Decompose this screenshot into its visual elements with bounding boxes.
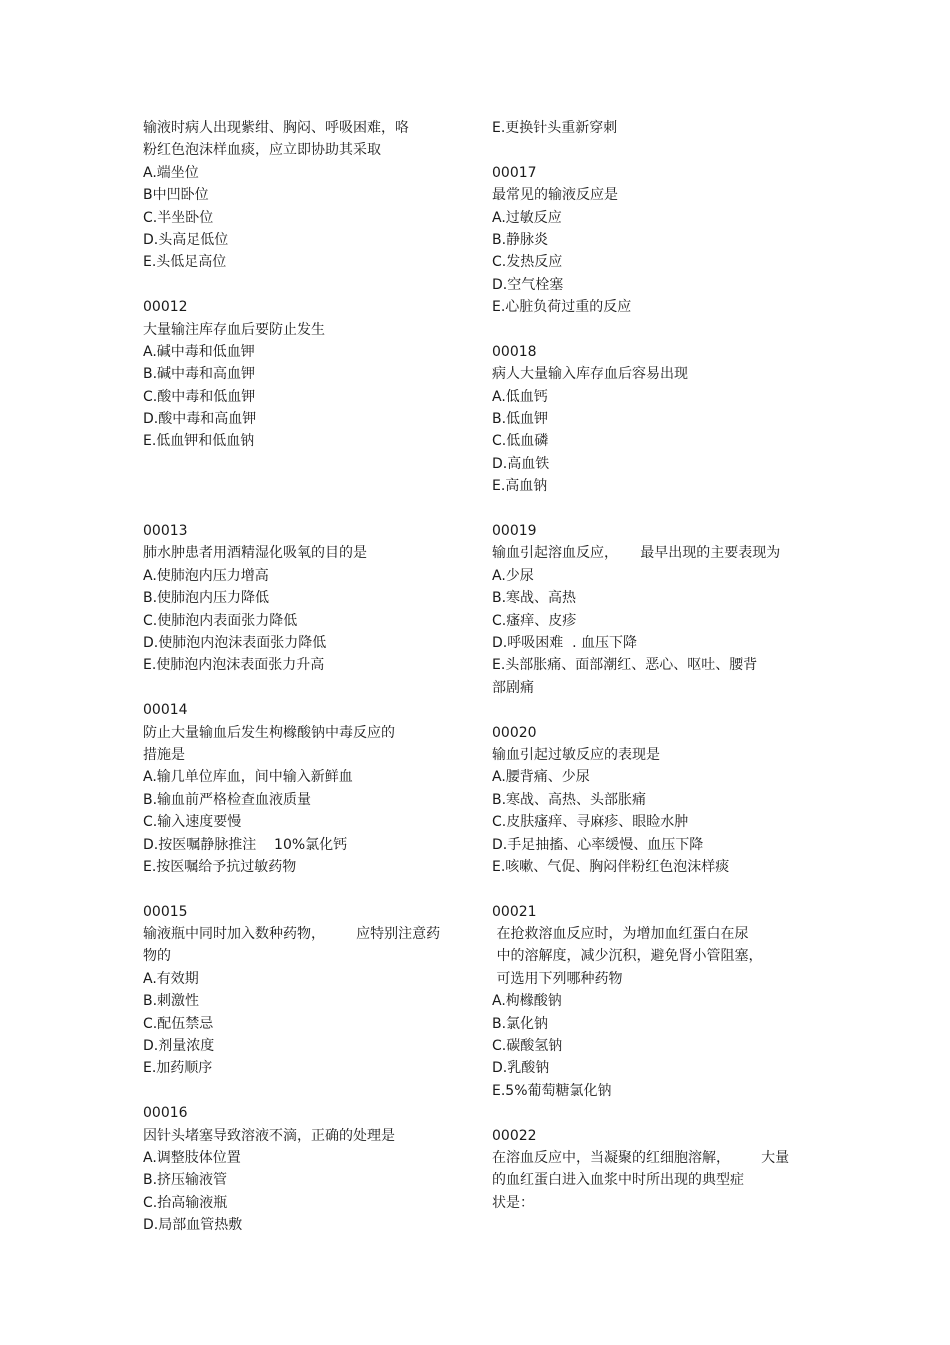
question-block: [492, 341, 812, 498]
answer-option: E.使肺泡内泡沫表面张力升高: [143, 657, 325, 674]
answer-option: B.使肺泡内压力降低: [143, 590, 270, 607]
question-block: [143, 901, 463, 1080]
answer-option: E.5%葡萄糖氯化钠: [492, 1082, 612, 1099]
spacer: [143, 453, 463, 475]
question-text: 输血引起过敏反应的表现是: [492, 746, 660, 763]
spacer: [143, 475, 463, 497]
answer-option: B.寒战、高热: [492, 590, 577, 607]
question-number: 00014: [143, 702, 188, 719]
question-text: 输液瓶中同时加入数种药物， 应特别注意药: [143, 926, 441, 943]
answer-option: D.手足抽搐、心率缓慢、血压下降: [492, 836, 704, 853]
answer-option: C.发热反应: [492, 254, 563, 271]
answer-option: A.使肺泡内压力增高: [143, 567, 269, 584]
question-number: 00019: [492, 523, 537, 540]
spacer: [492, 699, 812, 721]
answer-option: A.少尿: [492, 567, 534, 584]
answer-option: B.碱中毒和高血钾: [143, 366, 256, 383]
question-text: 防止大量输血后发生枸橼酸钠中毒反应的: [143, 724, 395, 741]
spacer: [492, 139, 812, 161]
question-block: [143, 699, 463, 878]
answer-option: E.低血钾和低血钠: [143, 433, 255, 450]
question-text: 在抢救溶血反应时，为增加血红蛋白在尿: [492, 926, 749, 943]
answer-option: E.更换针头重新穿刺: [492, 120, 618, 136]
answer-option: D.呼吸困难 . 血压下降: [492, 634, 638, 651]
question-block: [492, 1125, 812, 1215]
spacer: [492, 319, 812, 341]
answer-option: D.头高足低位: [143, 231, 229, 248]
question-text: 因针头堵塞导致溶液不滴，正确的处理是: [143, 1127, 395, 1144]
question-text: 输血引起溶血反应， 最早出现的主要表现为: [492, 545, 781, 562]
answer-option: E.按医嘱给予抗过敏药物: [143, 858, 297, 875]
question-text: 输液时病人出现紫绀、胸闷、呼吸困难，咯: [143, 120, 409, 136]
answer-option: D.空气栓塞: [492, 276, 564, 293]
question-block: [492, 520, 812, 699]
answer-option: A.低血钙: [492, 388, 548, 405]
question-text: 肺水肿患者用酒精湿化吸氧的目的是: [143, 545, 367, 562]
answer-option: D.剂量浓度: [143, 1038, 215, 1055]
answer-option: C.配伍禁忌: [143, 1015, 214, 1032]
answer-option: B中凹卧位: [143, 187, 209, 204]
question-number: 00016: [143, 1105, 188, 1122]
question-text: 在溶血反应中，当凝聚的红细胞溶解， 大量: [492, 1149, 790, 1166]
answer-option: C.半坐卧位: [143, 209, 214, 226]
answer-option: E.高血钠: [492, 478, 548, 495]
answer-option: E.头部胀痛、面部潮红、恶心、呕吐、腰背: [492, 657, 758, 674]
answer-option: C.瘙痒、皮疹: [492, 612, 577, 629]
question-text: 大量输注库存血后要防止发生: [143, 321, 325, 338]
question-block: [492, 901, 812, 1103]
question-block: [143, 520, 463, 677]
question-number: 00020: [492, 724, 537, 741]
answer-option: A.碱中毒和低血钾: [143, 343, 255, 360]
question-text: 的血红蛋白进入血浆中时所出现的典型症: [492, 1172, 744, 1189]
answer-option: 部剧痛: [492, 679, 534, 696]
left-column: [143, 117, 463, 1237]
answer-option: D.按医嘱静脉推注 10%氯化钙: [143, 836, 348, 853]
question-block: [143, 296, 463, 453]
question-text: 状是：: [492, 1194, 534, 1211]
answer-option: C.皮肤瘙痒、寻麻疹、眼睑水肿: [492, 814, 689, 831]
question-text: 病人大量输入库存血后容易出现: [492, 366, 688, 383]
answer-option: B.低血钾: [492, 411, 549, 428]
question-block: [492, 117, 812, 139]
question-number: 00018: [492, 343, 537, 360]
answer-option: B.寒战、高热、头部胀痛: [492, 791, 647, 808]
answer-option: B.挤压输液管: [143, 1172, 228, 1189]
question-text: 可选用下列哪种药物: [492, 970, 623, 987]
answer-option: B.输血前严格检查血液质量: [143, 791, 312, 808]
spacer: [143, 677, 463, 699]
question-number: 00017: [492, 164, 537, 181]
spacer: [143, 274, 463, 296]
answer-option: E.心脏负荷过重的反应: [492, 299, 632, 316]
question-text: 最常见的输液反应是: [492, 187, 618, 204]
question-number: 00021: [492, 903, 537, 920]
question-block: [143, 1102, 463, 1236]
answer-option: A.过敏反应: [492, 209, 562, 226]
answer-option: D.高血铁: [492, 455, 550, 472]
answer-option: A.调整肢体位置: [143, 1149, 241, 1166]
question-text: 中的溶解度，减少沉积，避免肾小管阻塞，: [492, 948, 763, 965]
question-block: [143, 117, 463, 274]
answer-option: C.使肺泡内表面张力降低: [143, 612, 298, 629]
answer-option: A.端坐位: [143, 164, 199, 181]
spacer: [492, 1102, 812, 1124]
answer-option: E.加药顺序: [143, 1060, 213, 1077]
answer-option: D.乳酸钠: [492, 1060, 550, 1077]
answer-option: A.有效期: [143, 970, 199, 987]
question-text: 粉红色泡沫样血痰，应立即协助其采取: [143, 142, 381, 159]
answer-option: B.刺激性: [143, 993, 200, 1010]
answer-option: C.酸中毒和低血钾: [143, 388, 256, 405]
question-number: 00012: [143, 299, 188, 316]
answer-option: E.咳嗽、气促、胸闷伴粉红色泡沫样痰: [492, 858, 730, 875]
question-block: [492, 162, 812, 319]
answer-option: D.酸中毒和高血钾: [143, 411, 257, 428]
question-number: 00022: [492, 1127, 537, 1144]
spacer: [143, 498, 463, 520]
spacer: [492, 498, 812, 520]
answer-option: D.局部血管热敷: [143, 1217, 243, 1234]
answer-option: C.碳酸氢钠: [492, 1038, 563, 1055]
question-block: [492, 722, 812, 879]
answer-option: D.使肺泡内泡沫表面张力降低: [143, 634, 327, 651]
question-number: 00013: [143, 523, 188, 540]
spacer: [492, 878, 812, 900]
spacer: [143, 1080, 463, 1102]
answer-option: C.输入速度要慢: [143, 814, 242, 831]
question-number: 00015: [143, 903, 188, 920]
answer-option: C.低血磷: [492, 433, 549, 450]
answer-option: C.抬高输液瓶: [143, 1194, 228, 1211]
question-text: 物的: [143, 948, 171, 965]
right-column: [492, 117, 812, 1214]
answer-option: B.静脉炎: [492, 231, 549, 248]
question-text: 措施是: [143, 746, 185, 763]
answer-option: E.头低足高位: [143, 254, 227, 271]
answer-option: B.氯化钠: [492, 1015, 549, 1032]
answer-option: A.腰背痛、少尿: [492, 769, 590, 786]
answer-option: A.输几单位库血，间中输入新鲜血: [143, 769, 353, 786]
spacer: [143, 878, 463, 900]
answer-option: A.枸橼酸钠: [492, 993, 562, 1010]
